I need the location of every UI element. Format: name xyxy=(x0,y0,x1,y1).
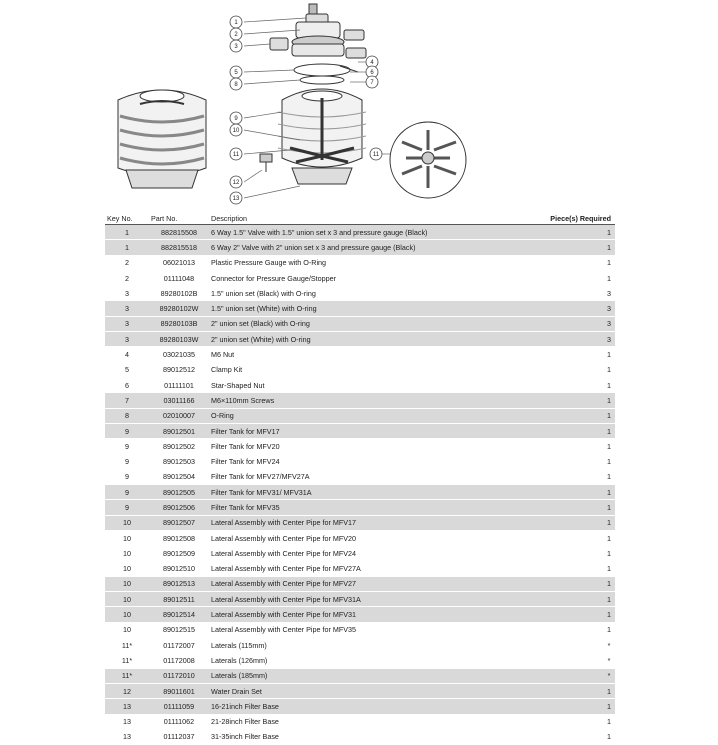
cell-description: 31-35inch Filter Base xyxy=(209,729,485,744)
cell-part-no: 01172008 xyxy=(149,653,209,668)
cell-description: 16-21inch Filter Base xyxy=(209,699,485,714)
cell-key-no: 11* xyxy=(105,668,149,683)
table-row xyxy=(105,622,615,637)
cell-pieces-required: * xyxy=(485,638,615,653)
callout-5: 5 xyxy=(234,70,238,76)
cell-pieces-required: 1 xyxy=(485,622,615,637)
cell-key-no: 9 xyxy=(105,454,149,469)
table-row xyxy=(105,423,615,438)
cell-description: 1.5" union set (Black) with O-ring xyxy=(209,286,485,301)
cell-key-no: 2 xyxy=(105,270,149,285)
header-key-no: Key No. xyxy=(105,212,149,225)
cell-part-no: 89012502 xyxy=(149,439,209,454)
exploded-parts-diagram xyxy=(0,0,718,210)
table-row xyxy=(105,515,615,530)
cell-part-no: 01111048 xyxy=(149,270,209,285)
table-row xyxy=(105,439,615,454)
cell-key-no: 10 xyxy=(105,607,149,622)
table-row xyxy=(105,255,615,270)
cell-pieces-required: 1 xyxy=(485,699,615,714)
cell-description: 1.5" union set (White) with O-ring xyxy=(209,301,485,316)
cell-key-no: 3 xyxy=(105,332,149,347)
cell-part-no: 02010007 xyxy=(149,408,209,423)
cell-pieces-required: 1 xyxy=(485,607,615,622)
cell-key-no: 3 xyxy=(105,301,149,316)
cell-part-no: 01172007 xyxy=(149,638,209,653)
cell-pieces-required: 1 xyxy=(485,454,615,469)
table-row xyxy=(105,729,615,744)
cell-description: Laterals (115mm) xyxy=(209,638,485,653)
cell-part-no: 89012509 xyxy=(149,546,209,561)
cell-key-no: 3 xyxy=(105,286,149,301)
table-row xyxy=(105,592,615,607)
cell-pieces-required: 1 xyxy=(485,546,615,561)
callout-11-detail: 11 xyxy=(372,152,380,158)
cell-part-no: 89280103W xyxy=(149,332,209,347)
table-row xyxy=(105,668,615,683)
cell-part-no: 89012510 xyxy=(149,561,209,576)
table-row xyxy=(105,393,615,408)
table-row xyxy=(105,270,615,285)
cell-key-no: 9 xyxy=(105,500,149,515)
table-row xyxy=(105,607,615,622)
cell-description: 6 Way 2" Valve with 2" union set x 3 and pressure gauge (Black) xyxy=(209,240,485,255)
cell-description: M6×110mm Screws xyxy=(209,393,485,408)
laterals-detail-drawing xyxy=(390,122,466,198)
cell-key-no: 10 xyxy=(105,515,149,530)
cell-description: Lateral Assembly with Center Pipe for MFV31 xyxy=(209,607,485,622)
cell-key-no: 5 xyxy=(105,362,149,377)
cell-part-no: 882815518 xyxy=(149,240,209,255)
cell-pieces-required: * xyxy=(485,668,615,683)
cell-pieces-required: 1 xyxy=(485,439,615,454)
clamp-ring-drawing xyxy=(294,64,350,76)
cell-pieces-required: 1 xyxy=(485,423,615,438)
cell-key-no: 7 xyxy=(105,393,149,408)
callout-3: 3 xyxy=(234,44,238,50)
cell-part-no: 89280102B xyxy=(149,286,209,301)
cell-description: 6 Way 1.5" Valve with 1.5" union set x 3 and pressure gauge (Black) xyxy=(209,225,485,240)
callout-11: 11 xyxy=(232,152,240,158)
cell-description: Lateral Assembly with Center Pipe for MFV24 xyxy=(209,546,485,561)
cell-pieces-required: 1 xyxy=(485,408,615,423)
cell-pieces-required: 3 xyxy=(485,286,615,301)
table-row xyxy=(105,240,615,255)
cell-part-no: 01172010 xyxy=(149,668,209,683)
callout-4: 4 xyxy=(370,60,374,66)
cell-pieces-required: 3 xyxy=(485,332,615,347)
cell-key-no: 10 xyxy=(105,546,149,561)
cell-description: Water Drain Set xyxy=(209,683,485,698)
cell-part-no: 01111101 xyxy=(149,377,209,392)
cell-description: 2" union set (Black) with O-ring xyxy=(209,316,485,331)
callout-2: 2 xyxy=(234,32,238,38)
cell-key-no: 13 xyxy=(105,714,149,729)
table-row xyxy=(105,347,615,362)
cell-pieces-required: 1 xyxy=(485,347,615,362)
cell-description: Plastic Pressure Gauge with O-Ring xyxy=(209,255,485,270)
cell-pieces-required: * xyxy=(485,653,615,668)
table-row xyxy=(105,638,615,653)
table-row xyxy=(105,469,615,484)
cell-pieces-required: 1 xyxy=(485,225,615,240)
cell-description: O-Ring xyxy=(209,408,485,423)
table-row xyxy=(105,530,615,545)
cell-pieces-required: 1 xyxy=(485,729,615,744)
cell-part-no: 01112037 xyxy=(149,729,209,744)
table-row xyxy=(105,301,615,316)
parts-list-table xyxy=(105,212,615,745)
cell-key-no: 4 xyxy=(105,347,149,362)
cell-description: Star-Shaped Nut xyxy=(209,377,485,392)
cell-pieces-required: 1 xyxy=(485,362,615,377)
cell-pieces-required: 1 xyxy=(485,561,615,576)
cell-pieces-required: 1 xyxy=(485,576,615,591)
cell-pieces-required: 3 xyxy=(485,316,615,331)
table-row xyxy=(105,332,615,347)
cell-pieces-required: 1 xyxy=(485,592,615,607)
cell-description: Filter Tank for MFV31/ MFV31A xyxy=(209,485,485,500)
cell-description: Lateral Assembly with Center Pipe for MFV35 xyxy=(209,622,485,637)
cell-part-no: 882815508 xyxy=(149,225,209,240)
cell-part-no: 89012507 xyxy=(149,515,209,530)
filter-tank-exterior-drawing xyxy=(118,90,206,188)
callout-13: 13 xyxy=(232,196,240,202)
cell-description: Laterals (126mm) xyxy=(209,653,485,668)
callout-6: 6 xyxy=(370,70,374,76)
cell-part-no: 89012503 xyxy=(149,454,209,469)
table-row xyxy=(105,286,615,301)
table-header-row xyxy=(105,212,615,225)
cell-part-no: 89280103B xyxy=(149,316,209,331)
callout-8: 8 xyxy=(234,82,238,88)
cell-part-no: 03011166 xyxy=(149,393,209,408)
cell-pieces-required: 1 xyxy=(485,240,615,255)
table-row xyxy=(105,683,615,698)
cell-part-no: 89012505 xyxy=(149,485,209,500)
cell-key-no: 13 xyxy=(105,729,149,744)
cell-key-no: 12 xyxy=(105,683,149,698)
cell-description: Filter Tank for MFV24 xyxy=(209,454,485,469)
cell-key-no: 10 xyxy=(105,622,149,637)
cell-key-no: 6 xyxy=(105,377,149,392)
callout-10: 10 xyxy=(232,128,240,134)
cell-pieces-required: 1 xyxy=(485,393,615,408)
header-description: Description xyxy=(209,212,485,225)
table-row xyxy=(105,546,615,561)
table-row xyxy=(105,714,615,729)
cell-description: Lateral Assembly with Center Pipe for MFV31A xyxy=(209,592,485,607)
cell-description: 21-28inch Filter Base xyxy=(209,714,485,729)
cell-key-no: 10 xyxy=(105,592,149,607)
parts-table-body xyxy=(105,225,615,745)
table-row xyxy=(105,699,615,714)
cell-key-no: 11* xyxy=(105,653,149,668)
cell-description: Lateral Assembly with Center Pipe for MFV17 xyxy=(209,515,485,530)
cell-part-no: 89012514 xyxy=(149,607,209,622)
table-row xyxy=(105,316,615,331)
cell-part-no: 01111059 xyxy=(149,699,209,714)
cell-description: Lateral Assembly with Center Pipe for MFV27 xyxy=(209,576,485,591)
cell-description: Filter Tank for MFV17 xyxy=(209,423,485,438)
table-row xyxy=(105,377,615,392)
cell-part-no: 89012511 xyxy=(149,592,209,607)
cell-key-no: 9 xyxy=(105,423,149,438)
cell-pieces-required: 1 xyxy=(485,377,615,392)
cell-pieces-required: 1 xyxy=(485,469,615,484)
cell-description: Filter Tank for MFV20 xyxy=(209,439,485,454)
callout-9: 9 xyxy=(234,116,238,122)
cell-key-no: 10 xyxy=(105,530,149,545)
cell-part-no: 89280102W xyxy=(149,301,209,316)
cell-part-no: 89012501 xyxy=(149,423,209,438)
cell-description: 2" union set (White) with O-ring xyxy=(209,332,485,347)
header-pieces-required: Piece(s) Required xyxy=(485,212,615,225)
cell-description: Filter Tank for MFV27/MFV27A xyxy=(209,469,485,484)
cell-description: Lateral Assembly with Center Pipe for MFV20 xyxy=(209,530,485,545)
cell-part-no: 03021035 xyxy=(149,347,209,362)
table-row xyxy=(105,225,615,240)
cell-part-no: 06021013 xyxy=(149,255,209,270)
cell-part-no: 01111062 xyxy=(149,714,209,729)
cell-pieces-required: 3 xyxy=(485,301,615,316)
cell-description: Lateral Assembly with Center Pipe for MFV27A xyxy=(209,561,485,576)
cell-key-no: 1 xyxy=(105,225,149,240)
filter-tank-cutaway-drawing xyxy=(278,89,366,184)
cell-key-no: 11* xyxy=(105,638,149,653)
cell-part-no: 89012506 xyxy=(149,500,209,515)
water-drain-drawing xyxy=(260,154,272,172)
cell-description: Laterals (185mm) xyxy=(209,668,485,683)
cell-key-no: 1 xyxy=(105,240,149,255)
cell-pieces-required: 1 xyxy=(485,485,615,500)
header-part-no: Part No. xyxy=(149,212,209,225)
cell-description: Filter Tank for MFV35 xyxy=(209,500,485,515)
table-row xyxy=(105,454,615,469)
cell-pieces-required: 1 xyxy=(485,515,615,530)
table-row xyxy=(105,408,615,423)
cell-key-no: 9 xyxy=(105,485,149,500)
cell-key-no: 3 xyxy=(105,316,149,331)
cell-key-no: 10 xyxy=(105,576,149,591)
callout-1: 1 xyxy=(234,20,238,26)
cell-pieces-required: 1 xyxy=(485,530,615,545)
cell-description: M6 Nut xyxy=(209,347,485,362)
table-row xyxy=(105,561,615,576)
cell-pieces-required: 1 xyxy=(485,500,615,515)
cell-description: Clamp Kit xyxy=(209,362,485,377)
callout-7: 7 xyxy=(370,80,374,86)
table-row xyxy=(105,485,615,500)
cell-part-no: 89012512 xyxy=(149,362,209,377)
cell-pieces-required: 1 xyxy=(485,683,615,698)
cell-part-no: 89012513 xyxy=(149,576,209,591)
table-row xyxy=(105,576,615,591)
table-row xyxy=(105,653,615,668)
cell-part-no: 89012515 xyxy=(149,622,209,637)
cell-part-no: 89012508 xyxy=(149,530,209,545)
cell-key-no: 9 xyxy=(105,469,149,484)
cell-key-no: 8 xyxy=(105,408,149,423)
cell-pieces-required: 1 xyxy=(485,714,615,729)
cell-description: Connector for Pressure Gauge/Stopper xyxy=(209,270,485,285)
cell-key-no: 2 xyxy=(105,255,149,270)
cell-pieces-required: 1 xyxy=(485,270,615,285)
cell-part-no: 89012504 xyxy=(149,469,209,484)
table-row xyxy=(105,362,615,377)
cell-pieces-required: 1 xyxy=(485,255,615,270)
table-row xyxy=(105,500,615,515)
cell-key-no: 10 xyxy=(105,561,149,576)
callout-12: 12 xyxy=(232,180,240,186)
cell-part-no: 89011601 xyxy=(149,683,209,698)
cell-key-no: 9 xyxy=(105,439,149,454)
cell-key-no: 13 xyxy=(105,699,149,714)
o-ring-drawing xyxy=(300,76,344,84)
